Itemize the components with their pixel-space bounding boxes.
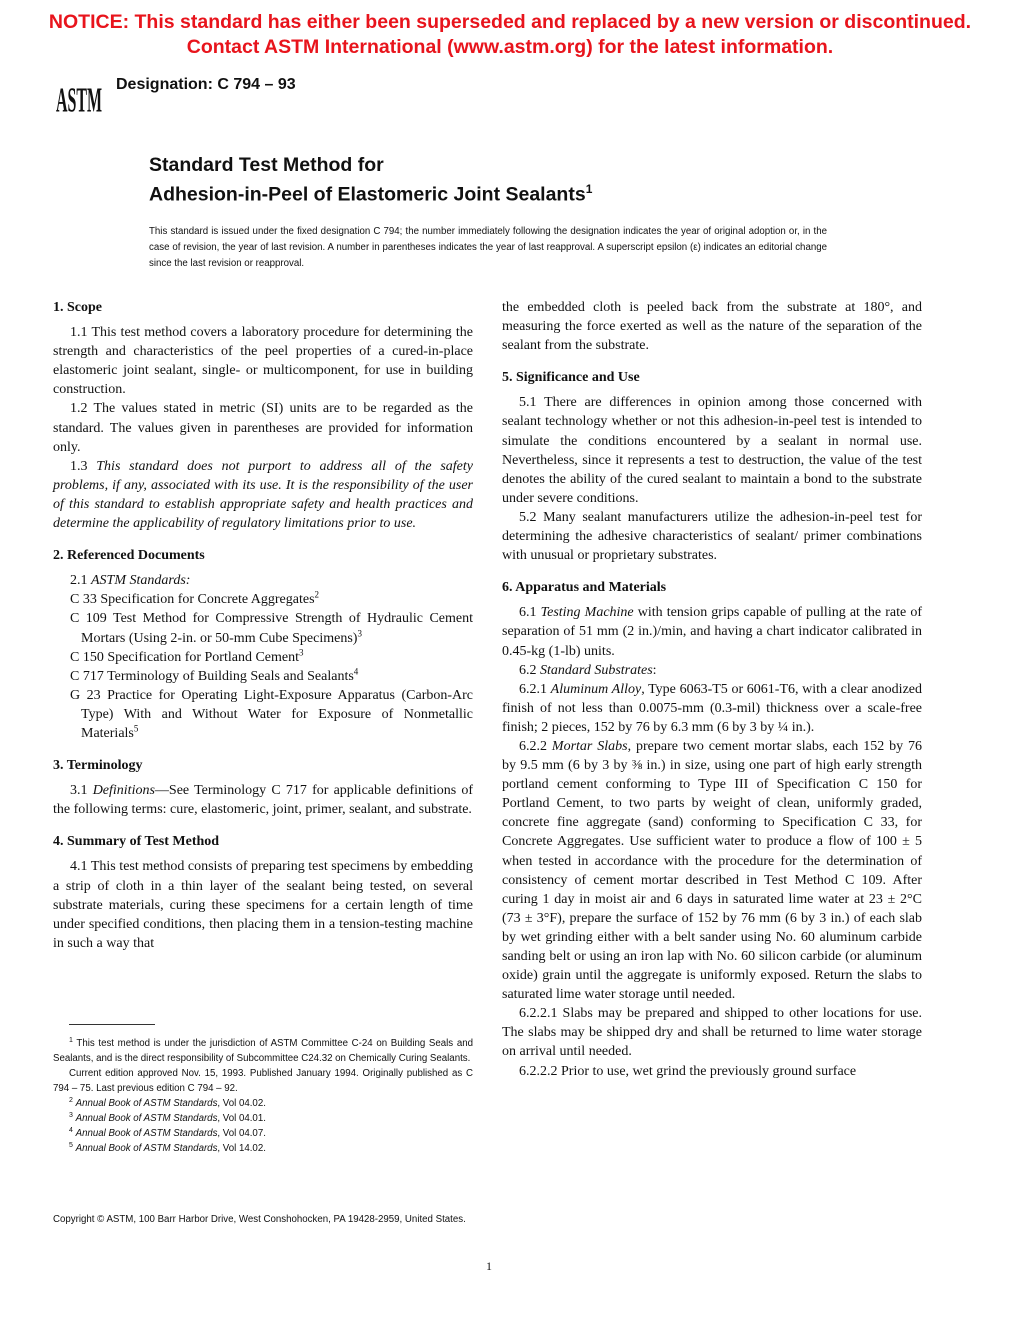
footnote-3 xyxy=(53,1111,473,1126)
footnote-5 xyxy=(53,1141,473,1156)
section-3-heading: 3. Terminology xyxy=(53,758,143,774)
para-6-2-1-label: Aluminum Alloy xyxy=(550,681,642,697)
para-3-1 xyxy=(53,781,473,819)
right-column xyxy=(502,298,922,1081)
reference-text: C 109 Test Method for Compressive Strength of Hydraulic Cement Mortars (Using 2-in. or 50-mm Cube Specimens) xyxy=(70,611,473,646)
footnote-volume: , Vol 04.02. xyxy=(217,1098,266,1109)
reference-footnote-mark: 3 xyxy=(299,646,304,657)
reference-text: G 23 Practice for Operating Light-Exposure Apparatus (Carbon-Arc Type) With and Without Water for Exposure of Nonmetallic Materials xyxy=(70,687,473,741)
para-6-2-2-1: 6.2.2.1 Slabs may be prepared and shipped to other locations for use. The slabs may be shipped dry and shall be returned to lime water storage on arrival until needed. xyxy=(502,1006,922,1060)
reference-footnote-mark: 5 xyxy=(133,723,139,734)
footnotes xyxy=(53,1036,473,1156)
document-title xyxy=(149,153,592,207)
reference-text: C 33 Specification for Concrete Aggregates xyxy=(70,592,315,608)
footnote-text: This test method is under the jurisdiction of ASTM Committee C-24 on Building Seals and Sealants, and is the direct responsibility of Subcommittee C24.32 on Chemically Curing Sealants. xyxy=(53,1038,473,1064)
footnote-volume: , Vol 04.07. xyxy=(217,1128,266,1139)
para-6-2-2 xyxy=(502,737,922,1004)
title-main: Adhesion-in-Peel of Elastomeric Joint Sealants xyxy=(149,183,586,206)
reference-c717 xyxy=(53,667,473,686)
footnote-book: Annual Book of ASTM Standards xyxy=(75,1128,218,1139)
para-1-3 xyxy=(53,457,473,533)
reference-text: C 150 Specification for Portland Cement xyxy=(70,649,300,665)
para-4-1: 4.1 This test method consists of preparing test specimens by embedding a strip of cloth in a thin layer of the sealant being tested, on several substrate materials, curing these specimens for a certain length of time under specified conditions, then placing them in a tension-testing machine in such a way that xyxy=(53,859,473,951)
title-line-1: Standard Test Method for xyxy=(149,154,384,176)
para-1-3-text: This standard does not purport to address all of the safety problems, if any, associated with its use. It is the responsibility of the user of this standard to establish appropriate safety and health practices and determine the applicability of regulatory limitations prior to use. xyxy=(53,458,473,532)
para-6-1 xyxy=(502,603,922,660)
section-1-heading: 1. Scope xyxy=(53,300,102,315)
footnote-book: Annual Book of ASTM Standards xyxy=(75,1143,218,1154)
para-3-1-text: —See Terminology C 717 for applicable definitions of the following terms: cure, elastomeric, joint, primer, sealant, and substrate. xyxy=(53,783,474,818)
para-6-2-2-number: 6.2.2 xyxy=(519,738,547,754)
title-footnote-mark: 1 xyxy=(585,182,593,196)
footnote-volume: , Vol 04.01. xyxy=(217,1113,266,1124)
para-5-1: 5.1 There are differences in opinion among those concerned with sealant technology whether or not this adhesion-in-peel test is intended to simulate the conditions encountered by a sealant in normal use. Nevertheless, since it represents a test to destruction, the value of the test denotes the ability of the cured sealant to maintain a bond to the substrate under severe conditions. xyxy=(502,395,922,506)
footnote-mark: 2 xyxy=(69,1096,73,1104)
notice-line-1: NOTICE: This standard has either been superseded and replaced by a new version or discontinued. xyxy=(48,11,972,33)
section-2-heading: 2. Referenced Documents xyxy=(53,548,205,564)
section-6-heading: 6. Apparatus and Materials xyxy=(502,580,667,596)
para-6-2-label: Standard Substrates xyxy=(540,662,653,678)
para-6-2 xyxy=(502,661,922,680)
para-1-1: 1.1 This test method covers a laboratory procedure for determining the strength and characteristics of the peel properties of a cured-in-place elastomeric joint sealant, single- or multicomponent, for use in building construction. xyxy=(53,325,473,398)
footnote-mark: 3 xyxy=(69,1111,73,1119)
footnote-1-edition: Current edition approved Nov. 15, 1993. Published January 1994. Originally published as C 794 – 75. Last previous edition C 794 – 92. xyxy=(53,1068,473,1094)
para-6-2-1 xyxy=(502,680,922,737)
para-6-1-number: 6.1 xyxy=(519,605,537,621)
para-6-2-number: 6.2 xyxy=(519,662,537,678)
footnote-mark: 5 xyxy=(69,1141,73,1149)
reference-footnote-mark: 2 xyxy=(314,589,320,600)
page-number: 1 xyxy=(486,1259,492,1273)
para-6-1-label: Testing Machine xyxy=(540,605,634,621)
footnote-mark: 1 xyxy=(69,1036,73,1044)
reference-g23 xyxy=(53,686,473,743)
para-1-2: 1.2 The values stated in metric (SI) units are to be regarded as the standard. The values given in parentheses are provided for information only. xyxy=(53,401,473,455)
reference-c33 xyxy=(53,590,473,609)
para-6-2-colon: : xyxy=(652,662,657,678)
reference-text: C 717 Terminology of Building Seals and Sealants xyxy=(70,668,354,684)
para-2-1-label: ASTM Standards: xyxy=(91,573,191,589)
reference-footnote-mark: 4 xyxy=(353,666,359,677)
footnote-divider xyxy=(69,1024,155,1025)
para-6-1-text: with tension grips capable of pulling at the rate of separation of 51 mm (2 in.)/min, and having a chart indicator calibrated in 0.45-kg (1-lb) units. xyxy=(502,605,922,659)
para-2-1-number: 2.1 xyxy=(70,573,88,589)
para-6-2-2-label: Mortar Slabs xyxy=(551,738,628,754)
para-5-2: 5.2 Many sealant manufacturers utilize the adhesion-in-peel test for determining the adhesive characteristics of sealant/ primer combinations with unusual or proprietary substrates. xyxy=(502,509,922,564)
para-1-3-number: 1.3 xyxy=(70,458,88,474)
copyright-line: Copyright © ASTM, 100 Barr Harbor Drive, West Conshohocken, PA 19428-2959, United States. xyxy=(53,1214,466,1225)
para-2-1 xyxy=(53,571,473,590)
footnote-2 xyxy=(53,1096,473,1111)
title-line-2 xyxy=(149,177,592,207)
footnote-book: Annual Book of ASTM Standards xyxy=(75,1113,218,1124)
footnote-1 xyxy=(53,1036,473,1066)
para-6-2-2-text: , prepare two cement mortar slabs, each 152 by 76 by 9.5 mm (6 by 3 by ⅜ in.) in size, using one part of high early strength portland cement conforming to Type III of Specification C 150 for Portland Cement, to two parts by weight of clean, uniformly graded, concrete fine aggregate (sand) conforming to Specification C 33, for Concrete Aggregates. Use sufficient water to produce a flow of 100 ± 5 when tested in accordance with the procedure for the determination of consistency of cement mortar described in Test Method C 109. After curing 1 day in moist air and 6 days in saturated lime water at 23 ± 2°C (73 ± 3°F), prepare the surface of 152 by 76 mm (6 by 3 in.) of each slab by wet grinding either with a belt sander using No. 60 aluminum carbide sanding belt or using an iron lap with No. 60 silicon carbide (or aluminum oxide) grain until the aggregate is uniformly exposed. Return the slabs to saturated lime water storage until needed. xyxy=(502,738,922,1003)
para-3-1-label: Definitions xyxy=(92,783,155,799)
supersession-notice xyxy=(0,10,1020,60)
footnote-4 xyxy=(53,1126,473,1141)
reference-c150 xyxy=(53,648,473,667)
footnote-mark: 4 xyxy=(69,1126,73,1134)
reference-footnote-mark: 3 xyxy=(357,627,362,638)
footnote-book: Annual Book of ASTM Standards xyxy=(75,1098,218,1109)
logo-wordmark: ASTM xyxy=(56,80,102,119)
para-6-2-2-2: 6.2.2.2 Prior to use, wet grind the previously ground surface xyxy=(519,1063,857,1079)
designation: Designation: C 794 – 93 xyxy=(116,76,296,93)
notice-line-2: Contact ASTM International (www.astm.org) for the latest information. xyxy=(186,36,834,58)
para-4-1-continued: the embedded cloth is peeled back from the substrate at 180°, and measuring the force exerted as well as the nature of the separation of the sealant from the substrate. xyxy=(502,300,922,354)
left-column xyxy=(53,298,473,953)
para-6-2-1-number: 6.2.1 xyxy=(519,681,547,697)
section-4-heading: 4. Summary of Test Method xyxy=(53,834,220,850)
astm-logo-icon xyxy=(54,78,104,120)
reference-c109 xyxy=(53,609,473,647)
issuance-note: This standard is issued under the fixed designation C 794; the number immediately following the designation indicates the year of original adoption or, in the case of revision, the year of last revision. A number in parentheses indicates the year of last reapproval. A superscript epsilon (ε) indicates an editorial change since the last revision or reapproval. xyxy=(149,226,827,269)
footnote-volume: , Vol 14.02. xyxy=(217,1143,266,1154)
para-3-1-number: 3.1 xyxy=(70,783,88,799)
section-5-heading: 5. Significance and Use xyxy=(502,370,640,386)
para-6-2-1-text: , Type 6063-T5 or 6061-T6, with a clear anodized finish of not less than 0.0075-mm (0.3-mil) thickness over a scale-free finish; 2 pieces, 152 by 76 by 6.3 mm (6 by 3 by ¼ in.). xyxy=(502,681,923,735)
